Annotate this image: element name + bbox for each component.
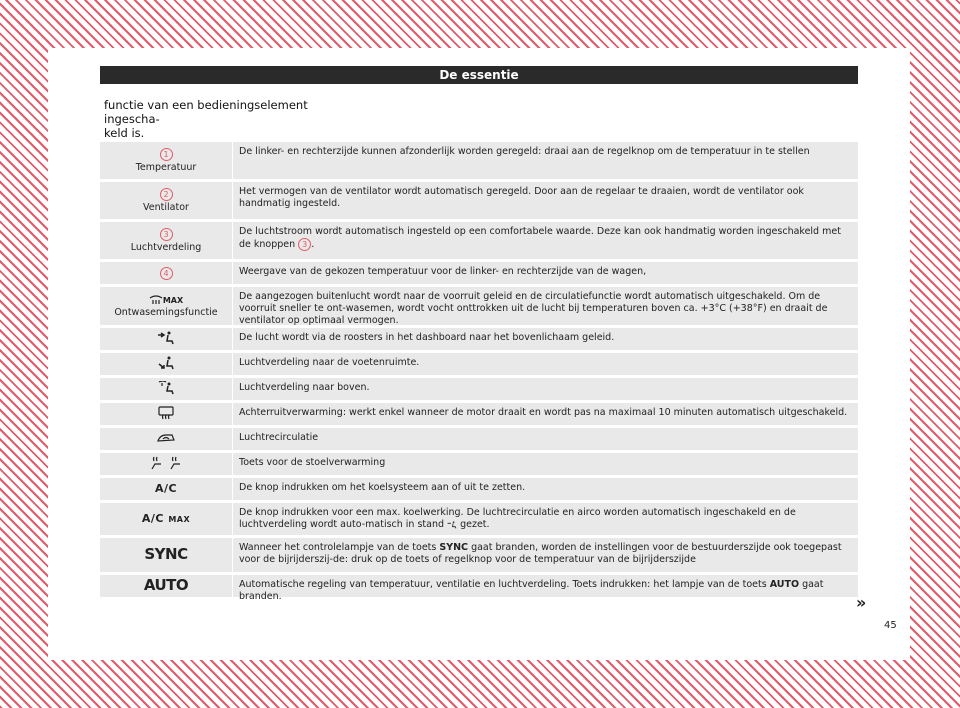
number-badge: 3	[160, 228, 173, 241]
page-number: 45	[884, 620, 897, 631]
row-text	[232, 353, 858, 375]
number-badge-ref: 3	[298, 238, 311, 251]
row-description	[239, 542, 852, 566]
row-description-end: gaat branden.	[239, 579, 824, 602]
seat-heating-icon	[149, 456, 183, 470]
airflow-upper-body-icon	[447, 520, 457, 530]
recirculation-icon	[156, 432, 176, 444]
row-text	[232, 287, 858, 325]
row-text	[232, 222, 858, 259]
row-description-end: .	[311, 239, 315, 250]
row-description: De lucht wordt via de roosters in het dashboard naar het bovenlichaam geleid.	[239, 332, 615, 343]
row-text	[232, 403, 858, 425]
table-row	[100, 478, 858, 500]
row-key	[100, 328, 232, 351]
table-row	[100, 503, 858, 535]
controls-table	[100, 142, 858, 600]
max-text: MAX	[168, 515, 191, 524]
table-row	[100, 575, 858, 602]
page	[48, 48, 910, 660]
row-description	[239, 507, 852, 531]
table-row	[100, 287, 858, 325]
table-row	[100, 453, 858, 475]
row-key	[100, 145, 232, 176]
continue-mark: »	[856, 593, 867, 612]
airflow-windscreen-icon	[157, 381, 175, 395]
row-text	[232, 428, 858, 450]
row-key	[100, 353, 232, 376]
table-row	[100, 428, 858, 450]
row-description-part: Automatische regeling van temperatuur, ventilatie en luchtverdeling. Toets indrukken: het lampje van de toets	[239, 579, 767, 590]
table-row	[100, 538, 858, 572]
row-text	[232, 453, 858, 475]
row-key	[100, 577, 232, 596]
intro-text: functie van een bedieningselement ingescha- keld is.	[104, 98, 308, 140]
row-text	[232, 142, 858, 179]
row-description: Achterruitverwarming: werkt enkel wanneer de motor draait en wordt pas na maximaal 10 minuten automatisch uitgeschakeld.	[239, 407, 848, 418]
row-description: De linker- en rechterzijde kunnen afzonderlijk worden geregeld: draai aan de regelknop om de temperatuur in te stellen	[239, 146, 810, 157]
row-text	[232, 538, 858, 572]
number-badge: 4	[160, 267, 173, 280]
airflow-footwell-icon	[157, 356, 175, 370]
row-description: Weergave van de gekozen temperatuur voor de linker- en rechterzijde van de wagen,	[239, 266, 647, 277]
sync-icon: SYNC	[144, 544, 188, 563]
row-description: Het vermogen van de ventilator wordt automatisch geregeld. Door aan de regelaar te draaien, wordt de ventilator ook handmatig ingesteld.	[239, 186, 804, 209]
row-key	[100, 480, 232, 498]
row-key	[100, 225, 232, 256]
auto-icon: AUTO	[143, 575, 189, 594]
row-description-part: Wanneer het controlelampje van de toets	[239, 542, 437, 553]
airflow-upper-body-icon	[157, 331, 175, 345]
table-row	[100, 353, 858, 375]
row-key	[100, 378, 232, 401]
row-description-end: gaat branden, worden de instellingen voor de bestuurderszijde ook toegepast voor de bijrijderszij-de: druk op de toets of regelknop voor de temperatuur van de bijrijderszijde	[239, 542, 842, 565]
table-row	[100, 328, 858, 350]
defrost-max-icon	[149, 295, 183, 306]
row-text	[232, 328, 858, 350]
rear-window-heating-icon	[157, 406, 175, 420]
number-badge: 2	[160, 188, 173, 201]
row-text	[232, 182, 858, 219]
auto-inline-icon: AUTO	[769, 579, 800, 590]
row-description: Luchtverdeling naar boven.	[239, 382, 370, 393]
row-description: De knop indrukken om het koelsysteem aan of uit te zetten.	[239, 482, 526, 493]
row-label: Ventilator	[143, 202, 189, 213]
table-row	[100, 262, 858, 284]
row-label: Luchtverdeling	[130, 242, 202, 253]
section-header: De essentie	[100, 66, 858, 84]
row-description: De aangezogen buitenlucht wordt naar de voorruit geleid en de circulatiefunctie wordt automatisch uitgeschakeld. Om de voorruit sneller te ont-wasemen, wordt vocht onttrokken uit de lucht bij temperaturen boven ca. +3°C (+38°F) en draait de ventilator op optimaal vermogen.	[239, 291, 828, 326]
table-row	[100, 403, 858, 425]
sync-inline-icon: SYNC	[439, 542, 469, 553]
row-key	[100, 185, 232, 216]
row-key	[100, 453, 232, 476]
row-text	[232, 575, 858, 602]
row-key	[100, 510, 232, 528]
row-description	[239, 226, 852, 251]
table-row	[100, 182, 858, 219]
row-text	[232, 378, 858, 400]
row-description-part: De luchtstroom wordt automatisch ingesteld op een comfortabele waarde. Deze kan ook handmatig worden ingeschakeld met de knoppen	[239, 226, 841, 250]
row-text	[232, 262, 858, 284]
row-key	[100, 546, 232, 565]
row-description	[239, 579, 852, 603]
max-text: MAX	[162, 295, 184, 305]
table-row	[100, 142, 858, 179]
row-text	[232, 478, 858, 500]
row-description: Luchtrecirculatie	[239, 432, 319, 443]
row-key	[100, 264, 232, 283]
row-label: Temperatuur	[135, 162, 197, 173]
row-description: Toets voor de stoelverwarming	[239, 457, 386, 468]
row-description-end: gezet.	[460, 519, 490, 530]
row-key	[100, 429, 232, 450]
ac-icon: A/C	[154, 482, 178, 495]
row-key	[100, 292, 232, 321]
number-badge: 1	[160, 148, 173, 161]
row-description-part: De knop indrukken voor een max. koelwerking. De luchtrecirculatie en airco worden automatisch ingeschakeld en de luchtverdeling wordt auto-matisch in stand	[239, 507, 796, 530]
table-row	[100, 222, 858, 259]
row-label: Ontwasemingsfunctie	[114, 306, 218, 318]
row-key	[100, 403, 232, 426]
row-description: Luchtverdeling naar de voetenruimte.	[239, 357, 420, 368]
table-row	[100, 378, 858, 400]
row-text	[232, 503, 858, 535]
ac-text: A/C	[141, 512, 164, 525]
ac-max-icon	[142, 512, 190, 525]
